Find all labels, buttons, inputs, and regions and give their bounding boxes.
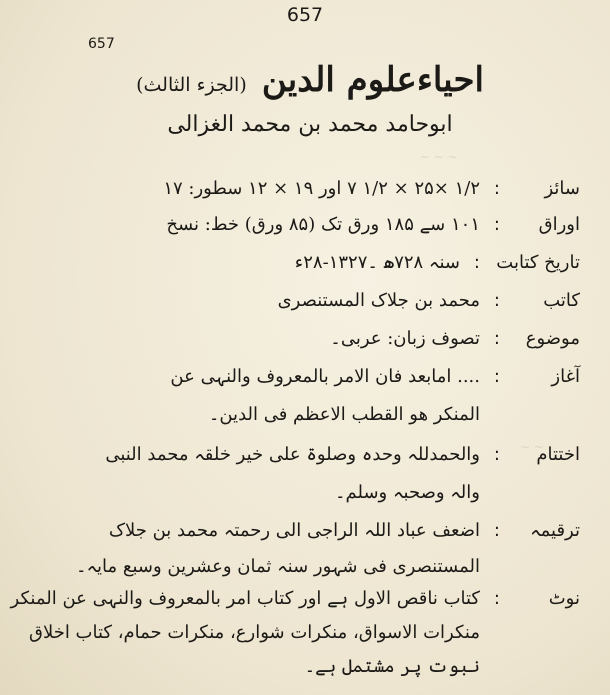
field-subject [40, 328, 580, 360]
page-number-left: 657 [88, 36, 115, 52]
explicit-line-2: والہ وصحبہ وسلم۔ [334, 482, 480, 503]
field-explicit [40, 444, 580, 476]
note-line-2: منکرات الاسواق، منکرات شوارع، منکرات حمام، کتاب اخلاق [28, 622, 480, 643]
book-title: احیاءعلوم الدین [261, 60, 484, 100]
field-label: کاتب [543, 290, 580, 311]
incipit-line-2: المنکر ھو القطب الاعظم فی الدین۔ [208, 404, 480, 425]
colon: : [493, 328, 500, 349]
bleed-through-text: ~ ~ [520, 440, 544, 454]
field-label: تاریخ کتابت [496, 252, 580, 273]
field-value: تصوف زبان: عربی۔ [330, 328, 480, 349]
bleed-through-text: ~ ~ ~ [420, 150, 458, 164]
field-value: محمد بن جلاک المستنصری [277, 290, 480, 311]
colon: : [493, 178, 500, 199]
field-value: ۱/۲ ×۲۵ × ۱/۲ ۷ اور ۱۹ × ۱۲ سطور: ۱۷ [163, 178, 480, 199]
field-label: نوٹ [548, 588, 580, 609]
colophon-line-2: المستنصری فی شہور سنہ ثمان وعشرین وسبع مایہ۔ [75, 556, 480, 577]
note-line-3: نبوت پر مشتمل ہے۔ [304, 656, 480, 677]
field-incipit [40, 366, 580, 398]
colon: : [493, 520, 500, 541]
field-size [40, 178, 580, 210]
field-value: .... امابعد فان الامر بالمعروف والنہی عن [170, 366, 480, 387]
field-note [10, 588, 580, 620]
colon: : [493, 366, 500, 387]
field-value: ۱۰۱ سے ۱۸۵ ورق تک (۸۵ ورق) خط: نسخ [166, 214, 480, 235]
field-colophon [40, 520, 580, 552]
field-label: سائز [544, 178, 580, 199]
field-value: سنہ ۷۲۸ھ ۔۱۳۲۷-۲۸ء [294, 252, 460, 273]
field-value: کتاب ناقص الاول ہے اور کتاب امر بالمعروف والنہی عن المنکر [10, 588, 480, 609]
field-label: آغاز [551, 366, 580, 387]
colon: : [493, 444, 500, 465]
field-scribe [40, 290, 580, 322]
field-folios [40, 214, 580, 246]
colon: : [493, 588, 500, 609]
title-block [90, 60, 530, 100]
author-name: ابوحامد محمد بن محمد الغزالی [167, 112, 453, 137]
field-label: اوراق [538, 214, 580, 235]
field-label: ترقیمہ [530, 520, 580, 541]
field-value: والحمدللہ وحدہ وصلوۃ علی خیر خلقہ محمد النبی [105, 444, 480, 465]
colon: : [493, 290, 500, 311]
field-value: اضعف عباد اللہ الراجی الی رحمتہ محمد بن جلاک [108, 520, 480, 541]
book-subtitle: (الجزء الثالث) [136, 74, 247, 96]
colon: : [473, 252, 480, 273]
field-label: اختتام [536, 444, 580, 465]
field-label: موضوع [525, 328, 580, 349]
page-number-top: 657 [286, 4, 324, 26]
field-date [40, 252, 580, 284]
colon: : [493, 214, 500, 235]
